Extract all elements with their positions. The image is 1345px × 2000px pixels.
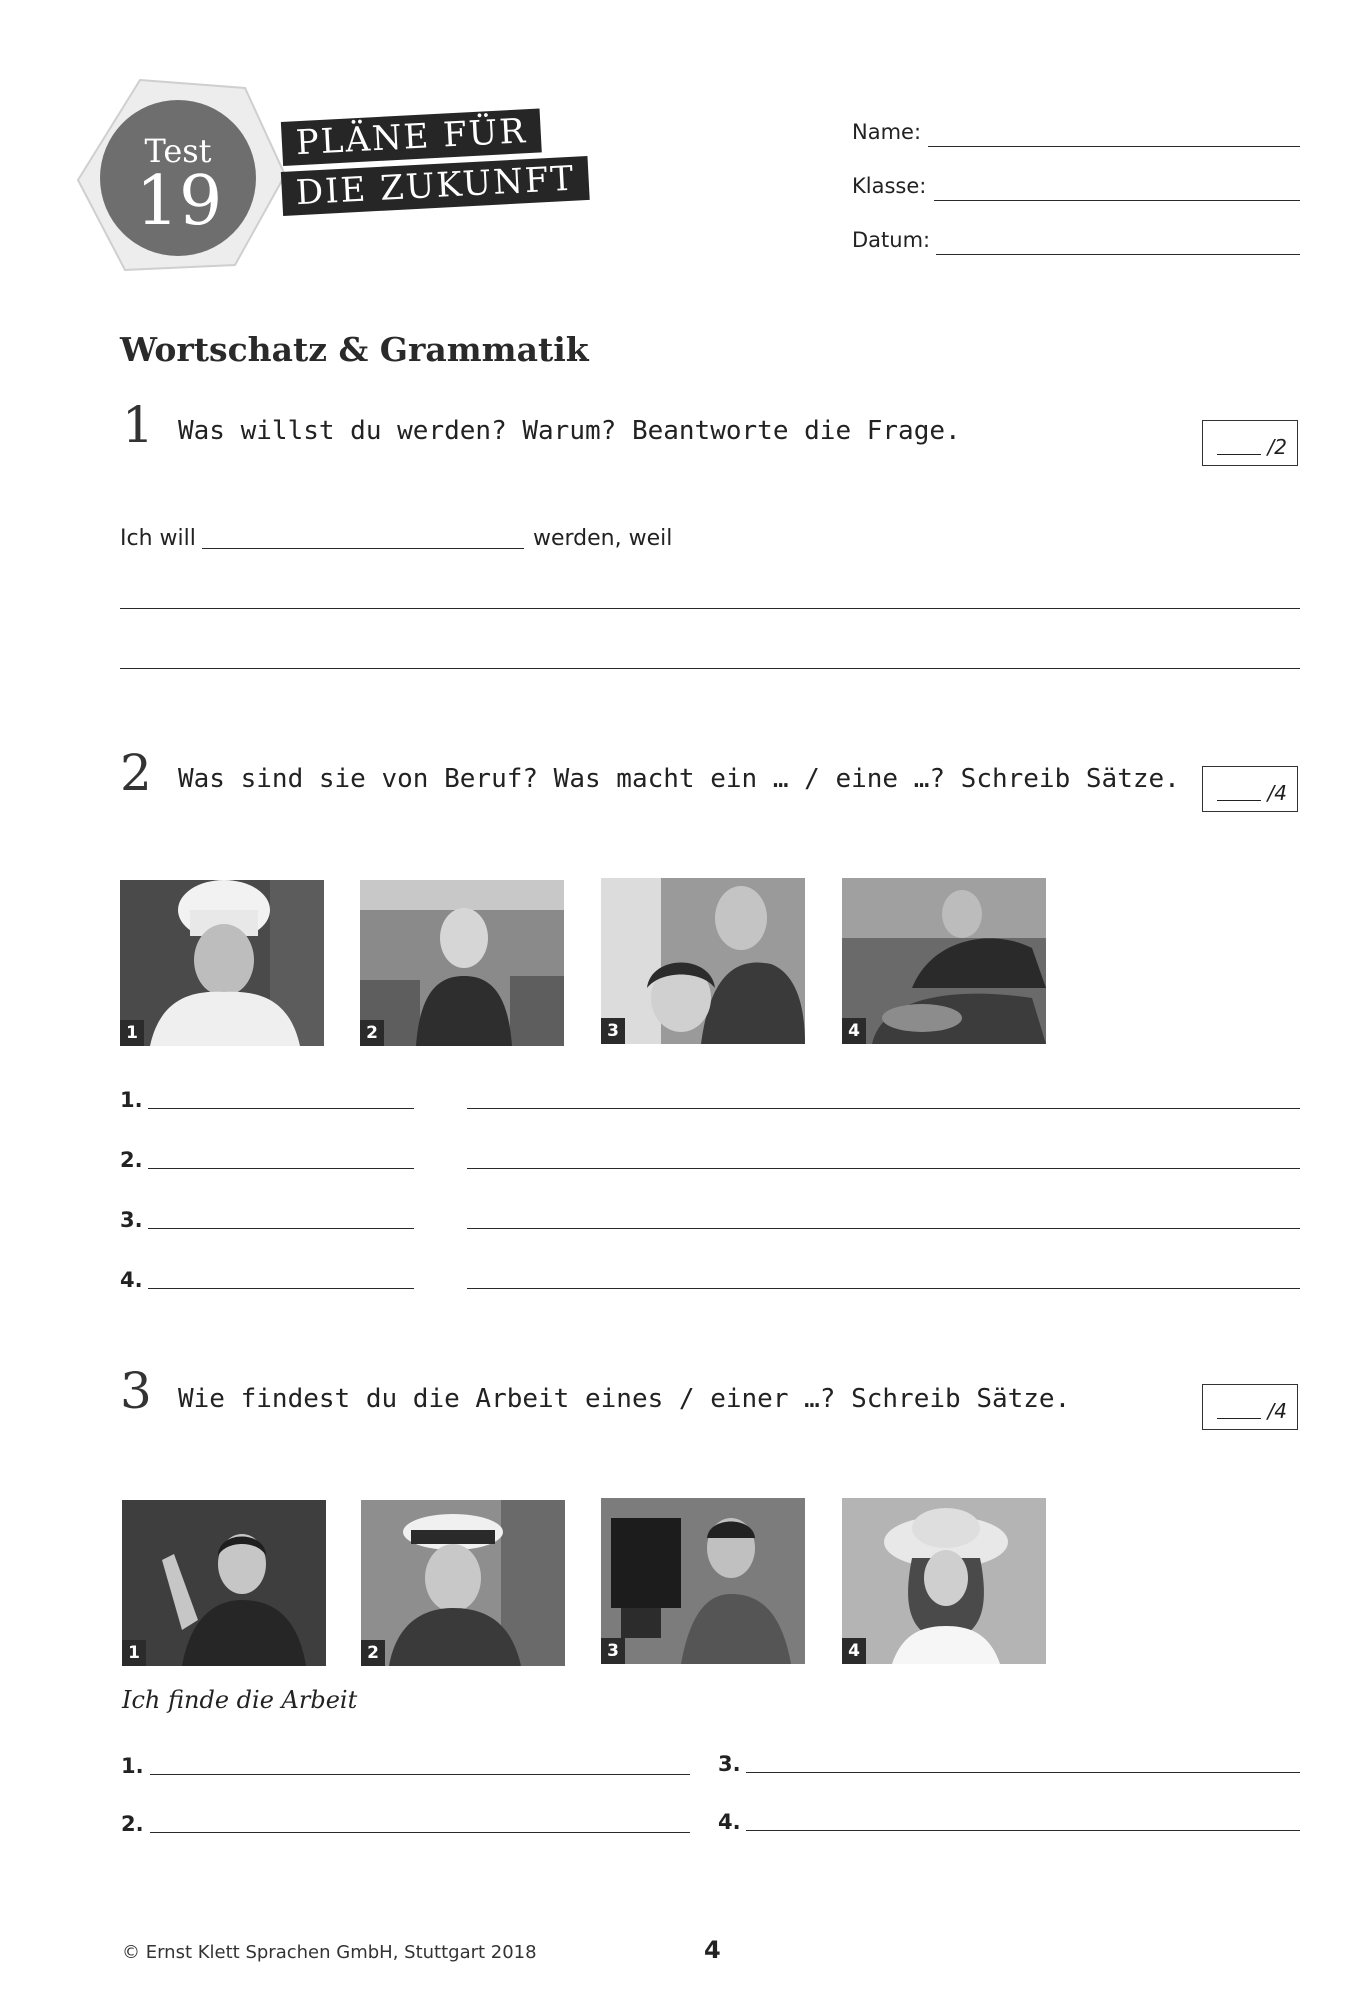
task2-score: /4 xyxy=(1267,781,1287,805)
task2-score-box[interactable] xyxy=(1202,766,1298,812)
task2-profession-line[interactable] xyxy=(148,1108,414,1109)
task2-sentence-line[interactable] xyxy=(467,1288,1300,1289)
task2-item-number: 2. xyxy=(120,1148,143,1172)
section-title: Wortschatz & Grammatik xyxy=(120,330,589,369)
task2-profession-line[interactable] xyxy=(148,1168,414,1169)
photo-number: 2 xyxy=(361,1640,385,1666)
task3-answer-line[interactable] xyxy=(150,1774,690,1775)
date-label: Datum: xyxy=(852,228,931,252)
photo-number: 3 xyxy=(601,1018,625,1044)
photo-number: 1 xyxy=(120,1020,144,1046)
task3-item-number: 2. xyxy=(121,1812,144,1836)
it-worker-photo xyxy=(601,1498,805,1664)
task2-item-number: 3. xyxy=(120,1208,143,1232)
task1-number: 1 xyxy=(122,396,154,454)
task1-score-box[interactable] xyxy=(1202,420,1298,466)
task3-item-number: 3. xyxy=(718,1752,741,1776)
task3-answer-line[interactable] xyxy=(746,1772,1300,1773)
task1-answer-line[interactable] xyxy=(120,668,1300,669)
task2-sentence-line[interactable] xyxy=(467,1108,1300,1109)
police-officer-photo xyxy=(361,1500,565,1666)
task3-number: 3 xyxy=(120,1362,152,1420)
task2-sentence-line[interactable] xyxy=(467,1168,1300,1169)
photo-number: 2 xyxy=(360,1020,384,1046)
task1-profession-field[interactable] xyxy=(202,548,524,549)
task2-number: 2 xyxy=(120,744,152,802)
task1-answer-line[interactable] xyxy=(120,608,1300,609)
hairdresser-photo xyxy=(601,878,805,1044)
badge-number: 19 xyxy=(135,162,223,241)
badge-label: Test xyxy=(144,132,212,170)
task2-sentence-line[interactable] xyxy=(467,1228,1300,1229)
task2-instruction: Was sind sie von Beruf? Was macht ein … / eine …? Schreib Sätze. xyxy=(178,764,1180,794)
task3-answer-line[interactable] xyxy=(150,1832,690,1833)
date-field[interactable] xyxy=(936,254,1300,255)
page-number: 4 xyxy=(704,1936,721,1964)
task3-item-number: 1. xyxy=(121,1754,144,1778)
task2-item-number: 4. xyxy=(120,1268,143,1292)
task1-score: /2 xyxy=(1267,435,1287,459)
photo-number: 3 xyxy=(601,1638,625,1664)
task3-score: /4 xyxy=(1267,1399,1287,1423)
task2-item-number: 1. xyxy=(120,1088,143,1112)
task3-score-box[interactable] xyxy=(1202,1384,1298,1430)
mechanic-photo xyxy=(842,878,1046,1044)
title-line-1: PLÄNE FÜR xyxy=(281,108,542,166)
photo-number: 4 xyxy=(842,1018,866,1044)
task3-answer-line[interactable] xyxy=(746,1830,1300,1831)
task1-instruction: Was willst du werden? Warum? Beantworte die Frage. xyxy=(178,416,961,446)
photo-number: 4 xyxy=(842,1638,866,1664)
task1-prompt-end: werden, weil xyxy=(533,526,673,551)
copyright: © Ernst Klett Sprachen GmbH, Stuttgart 2018 xyxy=(122,1942,537,1963)
chef-photo xyxy=(120,880,324,1046)
flight-attendant-photo xyxy=(360,880,564,1046)
class-label: Klasse: xyxy=(852,174,927,198)
task2-profession-line[interactable] xyxy=(148,1228,414,1229)
name-field[interactable] xyxy=(928,146,1300,147)
task3-example: Ich finde die Arbeit xyxy=(122,1686,358,1714)
name-label: Name: xyxy=(852,120,922,144)
class-field[interactable] xyxy=(934,200,1300,201)
task2-profession-line[interactable] xyxy=(148,1288,414,1289)
test-badge xyxy=(70,70,300,280)
model-photo xyxy=(842,1498,1046,1664)
teacher-photo xyxy=(122,1500,326,1666)
task3-instruction: Wie findest du die Arbeit eines / einer …? Schreib Sätze. xyxy=(178,1384,1071,1414)
task3-item-number: 4. xyxy=(718,1810,741,1834)
title-line-2: DIE ZUKUNFT xyxy=(281,156,590,216)
photo-number: 1 xyxy=(122,1640,146,1666)
task1-prompt-start: Ich will xyxy=(120,526,196,551)
